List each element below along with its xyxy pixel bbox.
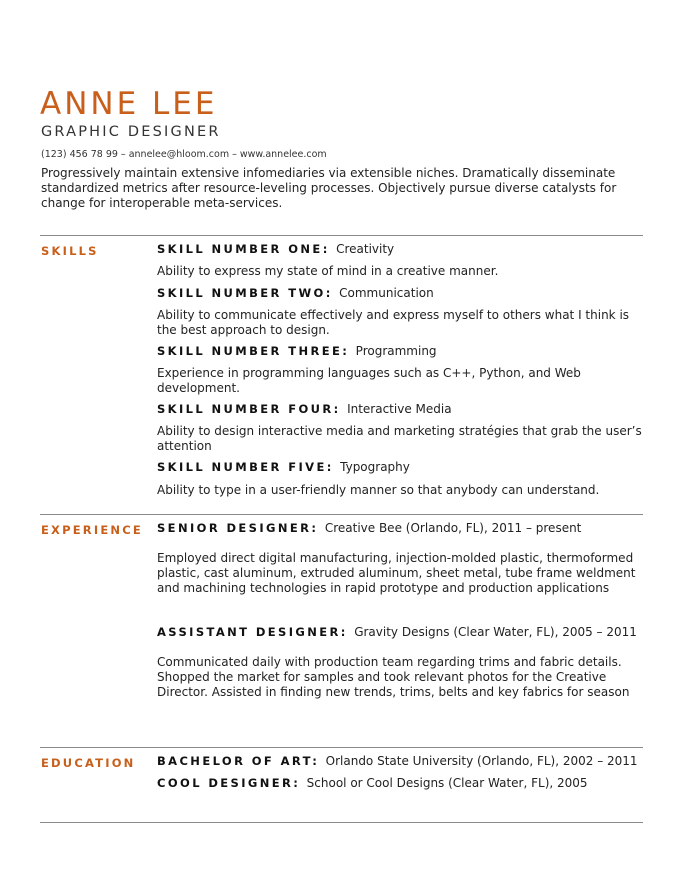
skill-value: Typography	[340, 460, 410, 474]
skill-label: SKILL NUMBER THREE	[157, 344, 343, 358]
skill-description: Ability to express my state of mind in a creative manner.	[157, 264, 499, 278]
skill-value: Creativity	[336, 242, 395, 256]
job-description: Employed direct digital manufacturing, injection-molded plastic, thermoformed plastic, cast aluminum, extruded aluminum, sheet metal, tube frame weldment and machining technologies in rapid prototype and production applications	[157, 551, 636, 596]
section-divider	[40, 747, 643, 748]
job-employer: Gravity Designs (Clear Water, FL), 2005 – 2011	[354, 625, 637, 639]
summary-paragraph: Progressively maintain extensive infomediaries via extensible niches. Dramatically disseminate standardized metrics after resource-leveling processes. Objectively pursue diverse catalysts for change for interoperable meta-services.	[41, 166, 617, 211]
job-heading: SENIOR DESIGNER: Creative Bee (Orlando, FL), 2011 – present	[157, 521, 582, 535]
skill-heading: SKILL NUMBER FOUR: Interactive Media	[157, 402, 452, 416]
degree-label: BACHELOR OF ART	[157, 754, 313, 768]
job-title: GRAPHIC DESIGNER	[41, 124, 221, 140]
section-divider	[40, 514, 643, 515]
education-entry: COOL DESIGNER: School or Cool Designs (Clear Water, FL), 2005	[157, 776, 588, 790]
skill-label: SKILL NUMBER FOUR	[157, 402, 334, 416]
school-detail: Orlando State University (Orlando, FL), 2002 – 2011	[325, 754, 638, 768]
skill-label: SKILL NUMBER FIVE	[157, 460, 327, 474]
education-section-title: EDUCATION	[41, 756, 136, 770]
job-description: Communicated daily with production team regarding trims and fabric details. Shopped the market for samples and took relevant photos for the Creative Director. Assisted in finding new trends, trims, belts and key fabrics for season	[157, 655, 630, 700]
skill-description: Ability to communicate effectively and express myself to others what I think is the best approach to design.	[157, 308, 630, 338]
experience-section-title: EXPERIENCE	[41, 523, 143, 537]
skill-heading: SKILL NUMBER TWO: Communication	[157, 286, 434, 300]
skill-description: Ability to type in a user-friendly manner so that anybody can understand.	[157, 483, 600, 497]
skill-description: Experience in programming languages such as C++, Python, and Web development.	[157, 366, 581, 396]
contact-line: (123) 456 78 99 – annelee@hloom.com – www.annelee.com	[41, 149, 327, 160]
job-position: ASSISTANT DESIGNER	[157, 625, 341, 639]
candidate-name: ANNE LEE	[40, 86, 218, 122]
degree-label: COOL DESIGNER	[157, 776, 294, 790]
section-divider	[40, 235, 643, 236]
section-divider	[40, 822, 643, 823]
skill-label: SKILL NUMBER TWO	[157, 286, 326, 300]
skill-heading: SKILL NUMBER FIVE: Typography	[157, 460, 410, 474]
job-employer: Creative Bee (Orlando, FL), 2011 – present	[324, 521, 582, 535]
skill-value: Communication	[339, 286, 434, 300]
skill-description: Ability to design interactive media and marketing stratégies that grab the user’s attention	[157, 424, 642, 454]
job-heading: ASSISTANT DESIGNER: Gravity Designs (Clear Water, FL), 2005 – 2011	[157, 625, 637, 639]
education-entry: BACHELOR OF ART: Orlando State University (Orlando, FL), 2002 – 2011	[157, 754, 638, 768]
skill-value: Programming	[355, 344, 437, 358]
skill-heading: SKILL NUMBER THREE: Programming	[157, 344, 437, 358]
job-position: SENIOR DESIGNER	[157, 521, 312, 535]
skills-section-title: SKILLS	[41, 244, 99, 258]
skill-label: SKILL NUMBER ONE	[157, 242, 323, 256]
skill-value: Interactive Media	[347, 402, 452, 416]
school-detail: School or Cool Designs (Clear Water, FL), 2005	[306, 776, 588, 790]
skill-heading: SKILL NUMBER ONE: Creativity	[157, 242, 395, 256]
